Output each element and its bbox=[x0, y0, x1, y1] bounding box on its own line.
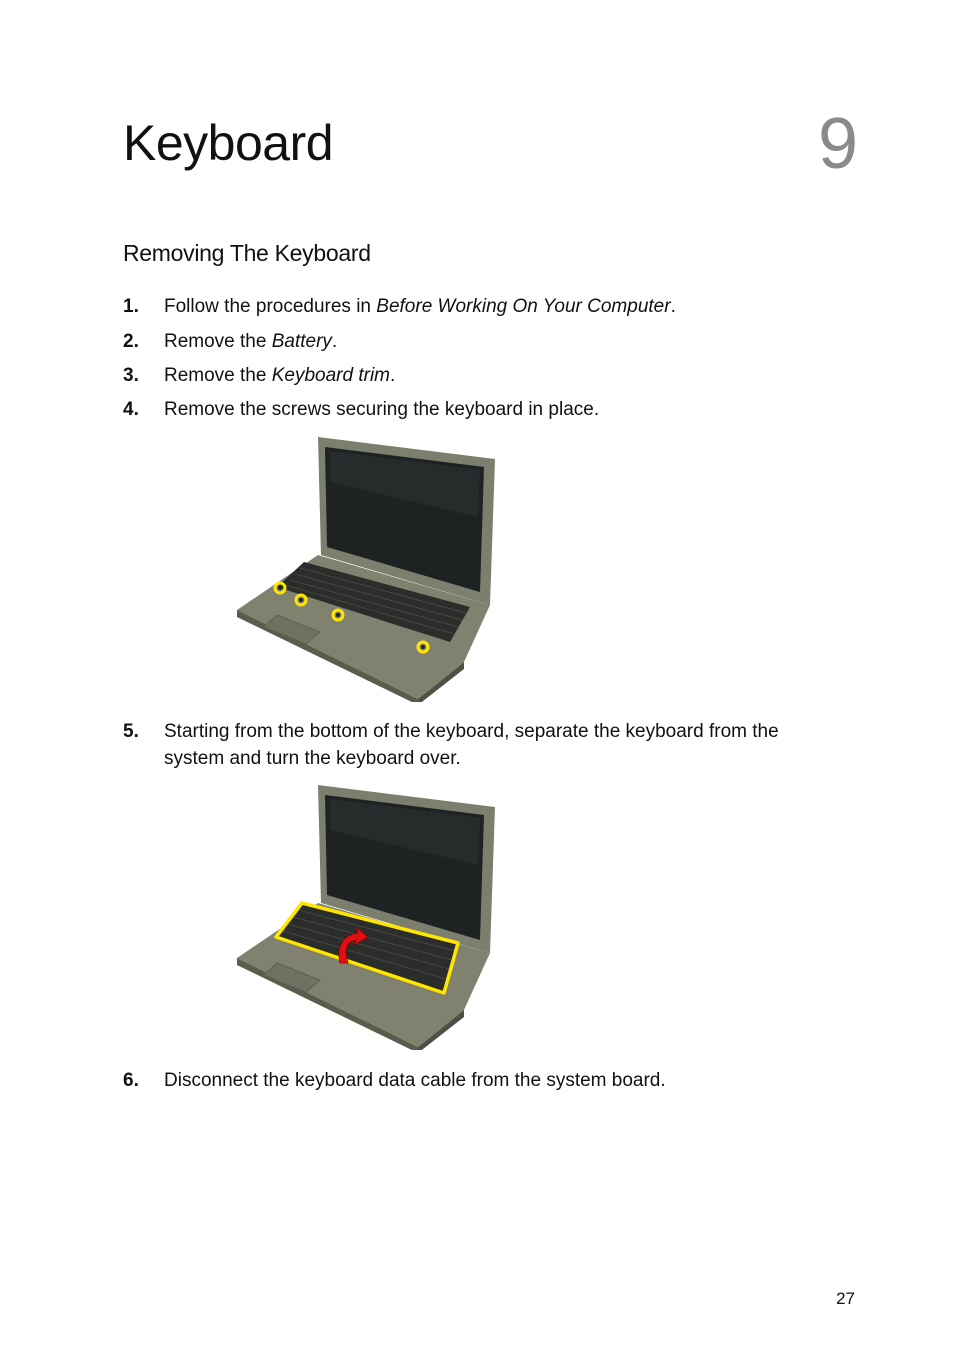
step-number: 1. bbox=[123, 296, 139, 317]
step-text: Remove the Battery. bbox=[164, 331, 338, 352]
step-number: 2. bbox=[123, 331, 139, 352]
step-text: Remove the Keyboard trim. bbox=[164, 365, 396, 386]
link-battery[interactable]: Battery bbox=[271, 331, 332, 352]
link-before-working[interactable]: Before Working On Your Computer bbox=[376, 296, 671, 317]
figure-keyboard-screws bbox=[232, 437, 502, 702]
chapter-title: Keyboard bbox=[123, 115, 334, 171]
chapter-number: 9 bbox=[817, 104, 858, 184]
page-number: 27 bbox=[836, 1289, 855, 1308]
section-title: Removing The Keyboard bbox=[123, 240, 371, 266]
step-text: Disconnect the keyboard data cable from the system board. bbox=[164, 1070, 666, 1091]
step-number: 4. bbox=[123, 399, 139, 420]
step-text: Follow the procedures in Before Working On Your Computer. bbox=[164, 296, 676, 317]
figure-keyboard-lift bbox=[232, 785, 502, 1050]
step-number: 5. bbox=[123, 721, 139, 742]
step-number: 3. bbox=[123, 365, 139, 386]
link-keyboard-trim[interactable]: Keyboard trim bbox=[271, 365, 391, 386]
step-text: Remove the screws securing the keyboard in place. bbox=[164, 399, 600, 420]
step-number: 6. bbox=[123, 1070, 139, 1091]
step-text: Starting from the bottom of the keyboard, separate the keyboard from the system and turn the keyboard over. bbox=[164, 721, 779, 769]
